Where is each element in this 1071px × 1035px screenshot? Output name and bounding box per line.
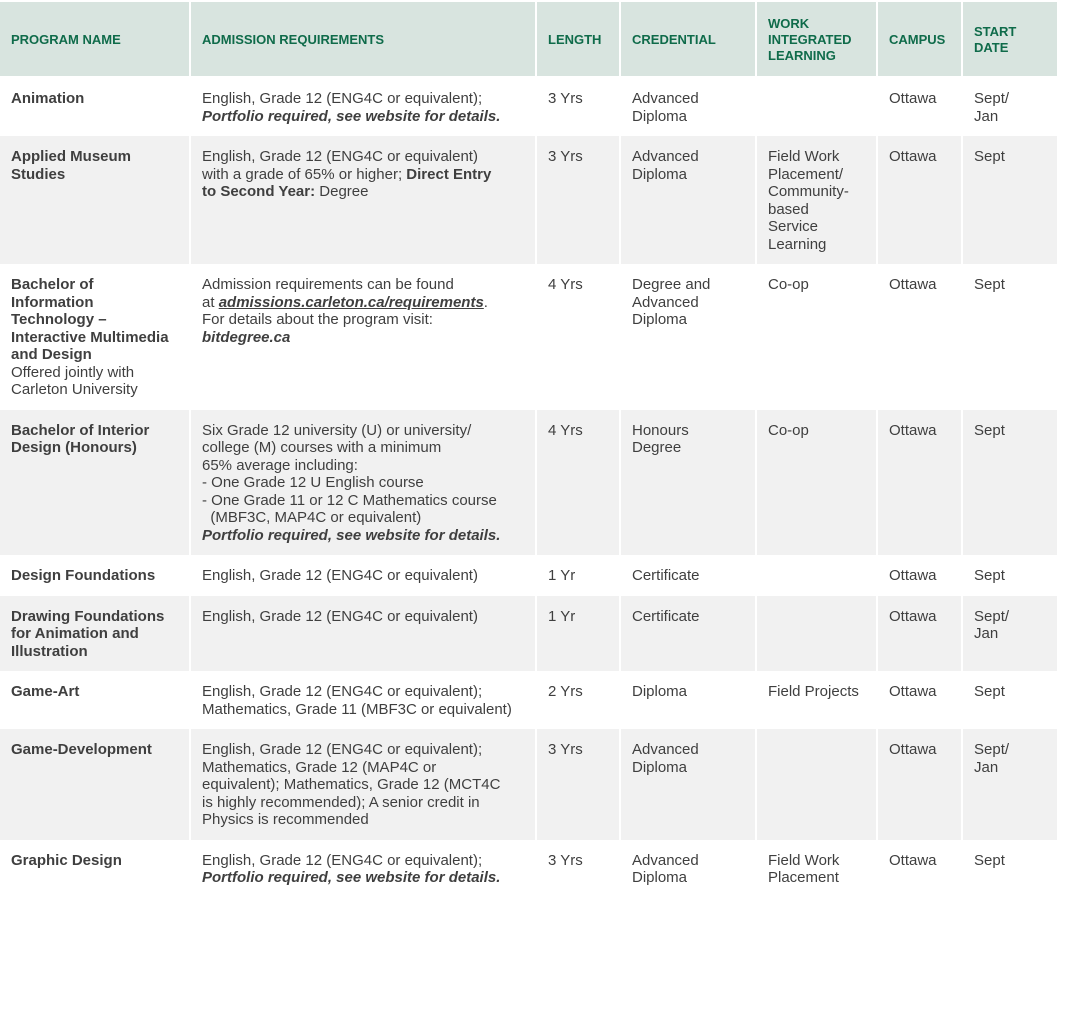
credential-cell <box>620 136 756 264</box>
requirement-text: English, Grade 12 (ENG4C or equivalent); <box>202 741 483 758</box>
campus-cell <box>877 77 962 136</box>
start-date-cell <box>962 410 1057 556</box>
requirement-text: (MBF3C, MAP4C or equivalent) <box>202 509 422 526</box>
campus-cell <box>877 671 962 729</box>
credential-cell <box>620 671 756 729</box>
admission-requirements-cell <box>190 136 536 264</box>
credential-value: Degree and Advanced Diploma <box>632 276 711 328</box>
length-cell <box>536 264 620 410</box>
admission-requirements-cell <box>190 671 536 729</box>
work-value: Field Work Placement/ Community- based Service Learning <box>768 148 849 253</box>
requirement-text: English, Grade 12 (ENG4C or equivalent) <box>202 567 478 584</box>
length-value: 1 Yr <box>548 607 576 625</box>
admission-requirements-cell <box>190 264 536 410</box>
length-value: 3 Yrs <box>548 148 583 165</box>
header-start-date: START DATE <box>962 2 1057 77</box>
start-value: Sept <box>974 276 1005 293</box>
campus-cell <box>877 596 962 672</box>
campus-cell <box>877 555 962 596</box>
requirement-text: at <box>202 293 219 311</box>
requirement-line <box>202 776 524 794</box>
credential-cell <box>620 596 756 672</box>
requirement-text: 65% average including: <box>202 456 358 474</box>
requirement-line <box>202 869 524 887</box>
table-row <box>0 264 1057 410</box>
requirement-line <box>202 683 524 701</box>
table-row <box>0 840 1057 898</box>
program-name: Applied Museum Studies <box>11 148 132 183</box>
header-admission-requirements: ADMISSION REQUIREMENTS <box>190 2 536 77</box>
campus-cell <box>877 264 962 410</box>
requirement-line <box>202 527 524 545</box>
admission-requirements-cell <box>190 555 536 596</box>
table-row <box>0 410 1057 556</box>
admission-requirements-cell <box>190 410 536 556</box>
campus-value: Ottawa <box>889 851 937 869</box>
credential-cell <box>620 729 756 840</box>
start-value: Sept <box>974 567 1005 584</box>
requirement-text: Admission requirements can be found <box>202 276 454 293</box>
requirement-text: English, Grade 12 (ENG4C or equivalent); <box>202 851 483 869</box>
table-row <box>0 136 1057 264</box>
work-integrated-learning-cell <box>756 555 877 596</box>
header-row <box>0 2 1057 77</box>
length-cell <box>536 555 620 596</box>
requirement-line <box>202 108 524 126</box>
length-value: 1 Yr <box>548 567 576 584</box>
campus-cell <box>877 840 962 898</box>
program-name: Bachelor of Information Technology – Interactive Multimedia and Design <box>11 276 169 363</box>
requirements-link[interactable]: admissions.carleton.ca/requirements <box>218 293 484 311</box>
requirement-emphasis: bitdegree.ca <box>202 328 291 346</box>
program-name: Game-Development <box>11 741 152 758</box>
requirement-line <box>202 276 524 294</box>
campus-value: Ottawa <box>889 90 937 107</box>
work-integrated-learning-cell <box>756 840 877 898</box>
start-date-cell <box>962 136 1057 264</box>
program-name: Drawing Foundations for Animation and Illustration <box>11 607 165 660</box>
requirement-text: is highly recommended); A senior credit in <box>202 793 480 811</box>
length-cell <box>536 729 620 840</box>
requirement-line <box>202 90 524 108</box>
requirement-line <box>202 759 524 777</box>
requirement-line <box>202 701 524 719</box>
program-name-cell <box>0 840 190 898</box>
campus-value: Ottawa <box>889 741 937 758</box>
work-integrated-learning-cell <box>756 410 877 556</box>
requirement-line <box>202 183 524 201</box>
credential-value: Certificate <box>632 607 700 625</box>
credential-value: Advanced Diploma <box>632 851 699 886</box>
table-header <box>0 2 1057 77</box>
table-body <box>0 77 1057 898</box>
header-length: LENGTH <box>536 2 620 77</box>
start-date-cell <box>962 671 1057 729</box>
program-name-cell <box>0 596 190 672</box>
program-name-cell <box>0 77 190 136</box>
requirement-emphasis: Portfolio required, see website for details. <box>202 107 501 125</box>
credential-cell <box>620 840 756 898</box>
requirement-text: equivalent); Mathematics, Grade 12 (MCT4C <box>202 776 501 793</box>
campus-value: Ottawa <box>889 683 937 700</box>
requirement-text: . <box>483 293 488 311</box>
program-note: Offered jointly with Carleton University <box>11 363 138 398</box>
start-date-cell <box>962 729 1057 840</box>
start-date-cell <box>962 264 1057 410</box>
work-integrated-learning-cell <box>756 136 877 264</box>
length-cell <box>536 410 620 556</box>
requirement-line <box>202 166 524 184</box>
header-credential: CREDENTIAL <box>620 2 756 77</box>
start-value: Sept <box>974 421 1005 439</box>
table-row <box>0 671 1057 729</box>
requirement-text: to Second Year: <box>202 183 320 200</box>
campus-value: Ottawa <box>889 567 937 584</box>
work-integrated-learning-cell <box>756 671 877 729</box>
program-name: Game-Art <box>11 683 80 700</box>
requirement-text: Physics is recommended <box>202 811 369 828</box>
campus-value: Ottawa <box>889 607 937 625</box>
length-cell <box>536 596 620 672</box>
credential-cell <box>620 410 756 556</box>
program-name-cell <box>0 136 190 264</box>
length-cell <box>536 77 620 136</box>
credential-value: Advanced Diploma <box>632 90 699 125</box>
table-row <box>0 596 1057 672</box>
program-name-cell <box>0 729 190 840</box>
credential-value: Diploma <box>632 683 688 700</box>
requirement-emphasis: Portfolio required, see website for details. <box>202 869 501 886</box>
credential-value: Advanced Diploma <box>632 741 699 776</box>
requirement-line <box>202 608 524 626</box>
requirement-text: English, Grade 12 (ENG4C or equivalent); <box>202 683 483 700</box>
length-value: 2 Yrs <box>548 683 583 700</box>
work-value: Co-op <box>768 421 809 439</box>
program-name: Design Foundations <box>11 567 156 584</box>
campus-cell <box>877 136 962 264</box>
program-name-cell <box>0 555 190 596</box>
requirement-text: Mathematics, Grade 12 (MAP4C or <box>202 758 437 776</box>
start-date-cell <box>962 555 1057 596</box>
credential-value: Certificate <box>632 567 700 584</box>
requirement-text: Direct Entry <box>406 165 492 183</box>
requirement-text: English, Grade 12 (ENG4C or equivalent) <box>202 607 478 625</box>
requirement-line <box>202 457 524 475</box>
admission-requirements-cell <box>190 596 536 672</box>
start-value: Sept <box>974 683 1005 700</box>
admission-requirements-cell <box>190 729 536 840</box>
program-name-cell <box>0 671 190 729</box>
requirement-line <box>202 294 524 312</box>
program-name: Bachelor of Interior Design (Honours) <box>11 421 150 456</box>
work-integrated-learning-cell <box>756 729 877 840</box>
header-campus: CAMPUS <box>877 2 962 77</box>
requirement-line <box>202 148 524 166</box>
credential-value: Advanced Diploma <box>632 148 699 183</box>
requirement-text: Mathematics, Grade 11 (MBF3C or equivalent) <box>202 700 512 718</box>
requirement-text: with a grade of 65% or higher; <box>202 165 407 183</box>
work-value: Field Projects <box>768 683 859 700</box>
length-value: 3 Yrs <box>548 741 583 758</box>
requirement-text: For details about the program visit: <box>202 311 433 328</box>
requirement-line <box>202 794 524 812</box>
requirement-line <box>202 567 524 585</box>
header-program-name: PROGRAM NAME <box>0 2 190 77</box>
start-value: Sept/ Jan <box>974 741 1010 776</box>
work-integrated-learning-cell <box>756 77 877 136</box>
table-row <box>0 555 1057 596</box>
campus-value: Ottawa <box>889 421 937 439</box>
requirement-line <box>202 439 524 457</box>
credential-cell <box>620 264 756 410</box>
requirement-text: college (M) courses with a minimum <box>202 439 442 456</box>
admission-requirements-cell <box>190 77 536 136</box>
length-cell <box>536 671 620 729</box>
work-integrated-learning-cell <box>756 264 877 410</box>
requirement-text: English, Grade 12 (ENG4C or equivalent) <box>202 148 478 165</box>
length-value: 4 Yrs <box>548 421 583 439</box>
requirement-line <box>202 492 524 510</box>
work-integrated-learning-cell <box>756 596 877 672</box>
start-date-cell <box>962 77 1057 136</box>
requirement-line <box>202 509 524 527</box>
credential-value: Honours Degree <box>632 421 689 456</box>
requirement-text: Degree <box>319 183 369 200</box>
campus-value: Ottawa <box>889 276 937 293</box>
program-name-cell <box>0 264 190 410</box>
length-value: 3 Yrs <box>548 851 583 869</box>
requirement-line <box>202 852 524 870</box>
start-date-cell <box>962 840 1057 898</box>
credential-cell <box>620 77 756 136</box>
requirement-line <box>202 422 524 440</box>
requirement-text: - One Grade 11 or 12 C Mathematics course <box>202 491 497 509</box>
requirement-line <box>202 329 524 347</box>
campus-value: Ottawa <box>889 148 937 165</box>
admission-requirements-cell <box>190 840 536 898</box>
requirement-text: English, Grade 12 (ENG4C or equivalent); <box>202 90 483 107</box>
campus-cell <box>877 410 962 556</box>
work-value: Field Work Placement <box>768 851 840 886</box>
campus-cell <box>877 729 962 840</box>
header-work-integrated-learning: WORK INTEGRATED LEARNING <box>756 2 877 77</box>
credential-cell <box>620 555 756 596</box>
table-row <box>0 729 1057 840</box>
start-value: Sept <box>974 851 1005 869</box>
table-row <box>0 77 1057 136</box>
start-date-cell <box>962 596 1057 672</box>
program-name-cell <box>0 410 190 556</box>
requirement-line <box>202 311 524 329</box>
start-value: Sept/ Jan <box>974 90 1010 125</box>
requirement-line <box>202 741 524 759</box>
length-cell <box>536 840 620 898</box>
length-value: 4 Yrs <box>548 276 583 293</box>
length-cell <box>536 136 620 264</box>
requirement-line <box>202 811 524 829</box>
requirement-line <box>202 474 524 492</box>
program-name: Animation <box>11 90 85 107</box>
work-value: Co-op <box>768 276 809 293</box>
requirement-text: Six Grade 12 university (U) or university/ <box>202 421 472 439</box>
length-value: 3 Yrs <box>548 90 583 107</box>
start-value: Sept/ Jan <box>974 607 1010 642</box>
program-name: Graphic Design <box>11 851 122 869</box>
requirement-text: - One Grade 12 U English course <box>202 474 424 491</box>
start-value: Sept <box>974 148 1005 165</box>
programs-table <box>0 2 1057 898</box>
requirement-emphasis: Portfolio required, see website for details. <box>202 526 501 544</box>
